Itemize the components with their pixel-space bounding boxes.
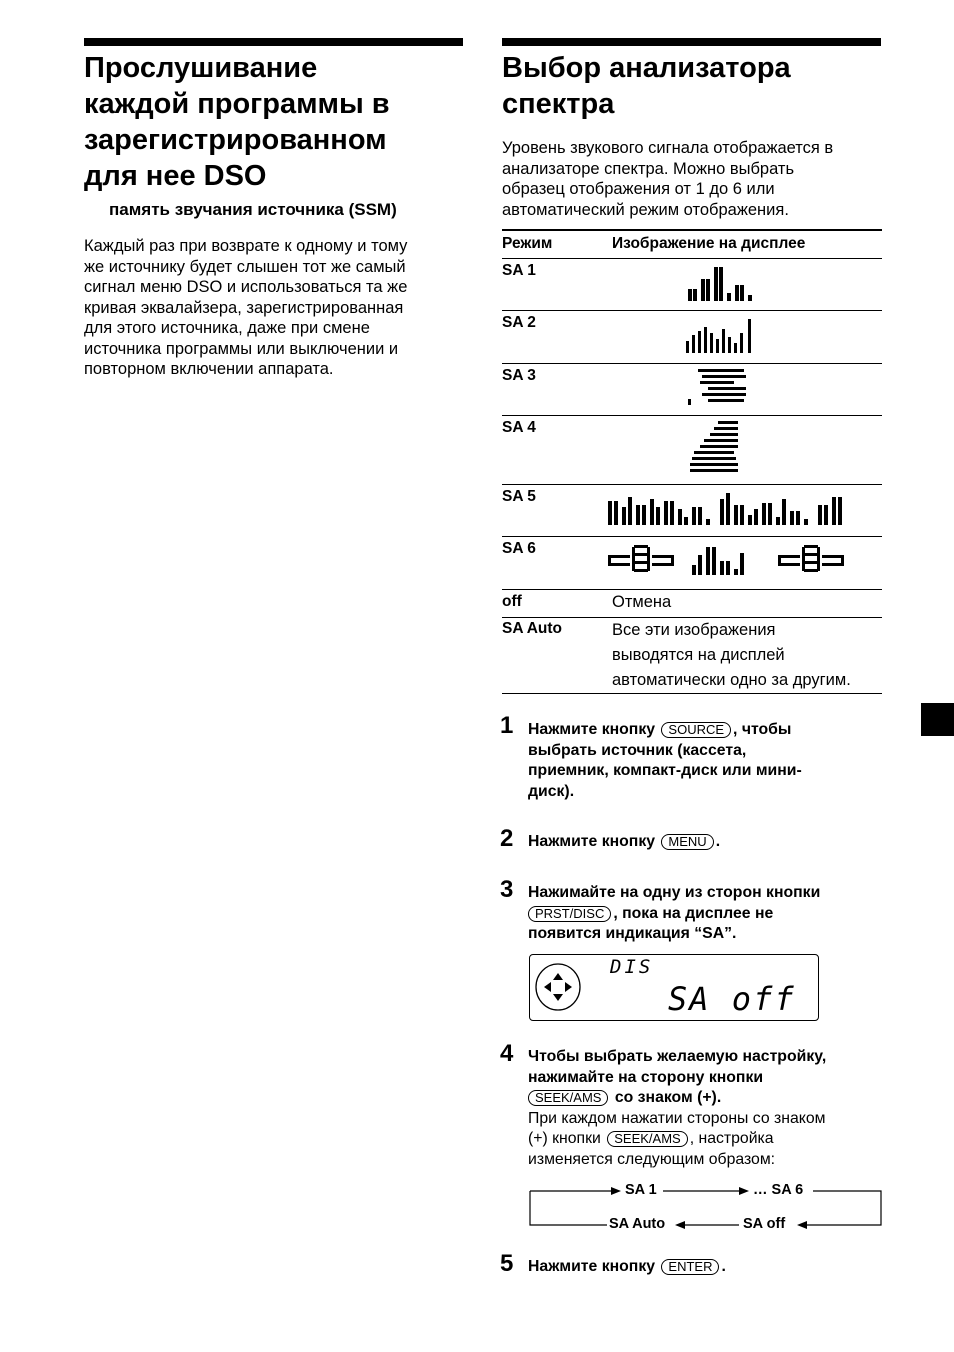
table-row-mode: SA 1 (502, 262, 536, 279)
step-note: изменяется следующим образом: (528, 1150, 776, 1168)
table-row-mode: SA 3 (502, 367, 536, 384)
step-1 (528, 720, 888, 802)
intro-line: образец отображения от 1 до 6 или (502, 180, 775, 198)
step-text: , пока на дисплее не (613, 904, 774, 922)
sa-cycle-diagram (529, 1178, 883, 1230)
table-rule (502, 484, 882, 485)
table-row-mode: SA 4 (502, 419, 536, 436)
table-bottom-rule (502, 693, 882, 694)
step-number: 1 (500, 712, 514, 739)
table-rule (502, 536, 882, 537)
step-text: диск). (528, 782, 575, 800)
step-3 (528, 883, 888, 945)
step-text: нажимайте на сторону кнопки (528, 1068, 764, 1086)
step-note: При каждом нажатии стороны со знаком (528, 1109, 826, 1127)
lcd-large-text: SA off (668, 980, 796, 1018)
flow-label-sa6: … SA 6 (753, 1182, 804, 1198)
table-row-mode: SA 2 (502, 314, 536, 331)
step-text: Чтобы выбрать желаемую настройку, (528, 1048, 827, 1065)
seek-ams-button[interactable]: SEEK/AMS (607, 1131, 687, 1147)
control-dial-icon (534, 962, 582, 1012)
table-row-mode: SA Auto (502, 620, 562, 637)
flow-label-sa-auto: SA Auto (609, 1216, 666, 1232)
table-header-mode: Режим (502, 235, 553, 252)
left-heading (84, 50, 474, 194)
right-intro (502, 138, 902, 220)
desc-line: выводятся на дисплей (612, 646, 785, 664)
step-number: 2 (500, 825, 514, 852)
lcd-small-text: DIS (610, 956, 654, 978)
right-heading-rule (502, 38, 881, 46)
step-text: Нажмите кнопку (528, 721, 660, 738)
sa5-display-icon (608, 493, 844, 527)
table-rule (502, 589, 882, 590)
sa4-display-icon (690, 421, 740, 477)
step-text: . (721, 1258, 726, 1275)
paragraph-line: сигнал меню DSO и использоваться та же (84, 278, 408, 296)
step-note: (+) кнопки (528, 1130, 606, 1147)
step-text: Нажмите кнопку (528, 1258, 660, 1275)
paragraph-line: для этого источника, даже при смене (84, 319, 370, 337)
table-row-mode: SA 6 (502, 540, 536, 557)
table-rule (502, 310, 882, 311)
sa6-display-icon (608, 543, 844, 579)
table-rule (502, 258, 882, 259)
sa1-display-icon (688, 267, 754, 303)
intro-line: автоматический режим отображения. (502, 200, 789, 219)
paragraph-line: же источнику будет слышен тот же самый (84, 257, 406, 276)
table-row-desc: Отмена (612, 593, 672, 611)
step-text: Нажимайте на одну из сторон кнопки (528, 884, 821, 901)
step-2 (528, 832, 888, 853)
intro-line: Уровень звукового сигнала отображается в (502, 139, 834, 157)
paragraph-line: повторном включении аппарата. (84, 360, 334, 378)
right-heading-line: спектра (502, 88, 615, 120)
sa3-display-icon (688, 369, 750, 409)
lcd-display (529, 954, 819, 1021)
paragraph-line: Каждый раз при возврате к одному и тому (84, 237, 408, 255)
step-5 (528, 1257, 888, 1278)
paragraph-line: источника программы или выключении и (84, 339, 399, 358)
table-row-mode: SA 5 (502, 488, 536, 505)
paragraph-line: кривая эквалайзера, зарегистрированная (84, 298, 404, 317)
sa2-display-icon (686, 319, 756, 355)
left-paragraph (84, 236, 464, 380)
table-rule (502, 415, 882, 416)
desc-line: Все эти изображения (612, 621, 776, 639)
step-text: Нажмите кнопку (528, 833, 660, 850)
step-text: приемник, компакт-диск или мини- (528, 762, 802, 779)
table-row-desc (612, 618, 851, 693)
left-subtitle: память звучания источника (SSM) (109, 200, 397, 219)
table-top-rule (502, 229, 882, 231)
source-button[interactable]: SOURCE (661, 722, 731, 738)
step-text: со знаком (+). (610, 1089, 722, 1106)
step-number: 4 (500, 1040, 514, 1067)
table-header-display: Изображение на дисплее (612, 235, 806, 252)
right-heading-line: Выбор анализатора (502, 52, 791, 84)
desc-line: автоматически одно за другим. (612, 671, 851, 689)
table-row-mode: off (502, 593, 522, 610)
step-number: 3 (500, 876, 514, 903)
left-heading-line: для нее DSO (84, 160, 267, 192)
step-4 (528, 1047, 888, 1170)
menu-button[interactable]: MENU (661, 834, 713, 850)
intro-line: анализаторе спектра. Можно выбрать (502, 159, 795, 178)
section-tab-marker (921, 703, 954, 736)
step-text: , чтобы (733, 721, 792, 738)
right-heading (502, 50, 902, 122)
prst-disc-button[interactable]: PRST/DISC (528, 906, 611, 922)
flow-label-sa1: SA 1 (625, 1182, 657, 1198)
flow-label-sa-off: SA off (743, 1216, 786, 1232)
step-text: . (715, 833, 721, 850)
step-text: выбрать источник (кассета, (528, 741, 747, 759)
seek-ams-button[interactable]: SEEK/AMS (528, 1090, 608, 1106)
step-text: появится индикация “SA”. (528, 925, 737, 942)
left-heading-line: каждой программы в (84, 88, 390, 120)
enter-button[interactable]: ENTER (661, 1259, 719, 1275)
table-rule (502, 363, 882, 364)
left-heading-line: зарегистрированном (84, 124, 387, 156)
step-note: , настройка (689, 1130, 774, 1147)
step-number: 5 (500, 1250, 514, 1277)
cycle-arrows (529, 1178, 883, 1230)
left-heading-line: Прослушивание (84, 52, 318, 84)
left-heading-rule (84, 38, 463, 46)
